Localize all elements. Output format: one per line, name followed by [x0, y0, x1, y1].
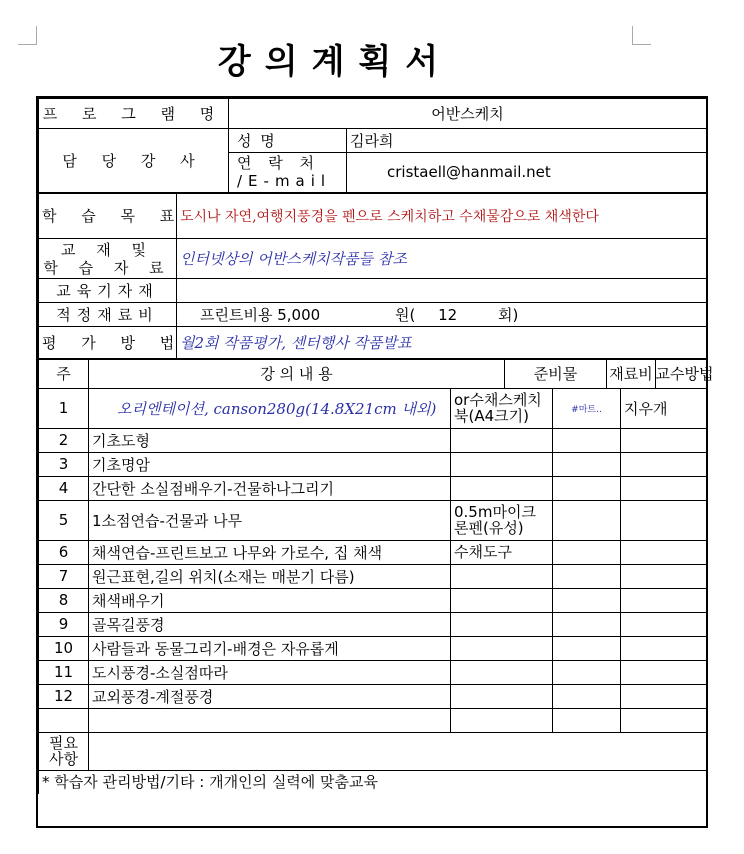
material-fee-cell[interactable] [553, 500, 621, 540]
prep-header: 준비물 [505, 359, 607, 389]
material-label-line: 학 습 자 료 [43, 258, 172, 277]
method-cell[interactable] [621, 636, 707, 660]
program-value[interactable]: 어반스케치 [229, 99, 707, 129]
content-cell[interactable]: 교외풍경-계절풍경 [89, 684, 451, 708]
method-cell[interactable] [621, 564, 707, 588]
content-cell[interactable]: 사람들과 동물그리기-배경은 자유롭게 [89, 636, 451, 660]
program-label: 프 로 그 램 명 [39, 99, 229, 129]
table-row [39, 636, 707, 660]
material-fee-cell[interactable] [553, 540, 621, 564]
prep-cell[interactable] [451, 684, 553, 708]
content-cell[interactable]: 간단한 소실점배우기-건물하나그리기 [89, 476, 451, 500]
content-cell[interactable]: 원근표현,길의 위치(소재는 매분기 다름) [89, 564, 451, 588]
needs-label-line: 필요 [49, 734, 78, 752]
prep-cell[interactable]: or수채스케치북(A4크기) [451, 388, 553, 428]
material-fee-cell[interactable] [553, 684, 621, 708]
content-cell[interactable]: 기초도형 [89, 428, 451, 452]
week-cell[interactable]: 7 [39, 564, 89, 588]
schedule-table [38, 388, 707, 794]
needs-value[interactable] [89, 732, 707, 770]
week-header: 주 [39, 359, 89, 389]
content-cell[interactable]: 골목길풍경 [89, 612, 451, 636]
name-label: 성 명 [229, 129, 347, 153]
content-cell[interactable]: 채색배우기 [89, 588, 451, 612]
instructor-label: 담 당 강 사 [39, 129, 229, 193]
week-cell[interactable]: 5 [39, 500, 89, 540]
table-row [39, 612, 707, 636]
content-cell[interactable]: 도시풍경-소실점따라 [89, 660, 451, 684]
week-cell[interactable] [39, 708, 89, 732]
needs-label-line: 사항 [49, 750, 78, 768]
table-row [39, 660, 707, 684]
material-fee-cell[interactable] [553, 612, 621, 636]
method-cell[interactable] [621, 500, 707, 540]
fee-method-header [607, 359, 714, 389]
equipment-label: 교육기자재 [39, 279, 177, 303]
footer-note[interactable]: * 학습자 관리방법/기타 : 개개인의 실력에 맞춤교육 [39, 770, 707, 794]
material-fee-cell[interactable] [553, 708, 621, 732]
contact-value[interactable]: cristaell@hanmail.net [347, 153, 707, 193]
method-cell[interactable] [621, 612, 707, 636]
prep-cell[interactable] [451, 588, 553, 612]
material-fee-header: 재료비 [608, 360, 656, 388]
week-cell[interactable]: 11 [39, 660, 89, 684]
fee-label: 적정재료비 [39, 303, 177, 327]
table-row [39, 588, 707, 612]
contact-label-line: 연 락 처 [237, 154, 321, 173]
prep-cell[interactable]: 수채도구 [451, 540, 553, 564]
lecture-plan-sheet [36, 96, 714, 828]
prep-cell[interactable] [451, 612, 553, 636]
material-fee-cell[interactable] [553, 476, 621, 500]
contact-label-line: /E-mail [237, 172, 332, 191]
prep-cell[interactable] [451, 660, 553, 684]
eval-value[interactable]: 월2회 작품평가, 센터행사 작품발표 [177, 327, 707, 359]
week-cell[interactable]: 8 [39, 588, 89, 612]
method-cell[interactable] [621, 684, 707, 708]
method-cell[interactable] [621, 476, 707, 500]
fee-row[interactable] [177, 303, 707, 327]
week-cell[interactable]: 12 [39, 684, 89, 708]
table-row [39, 540, 707, 564]
method-cell[interactable] [621, 660, 707, 684]
method-header: 교수방법 [655, 364, 714, 383]
week-cell[interactable]: 6 [39, 540, 89, 564]
material-fee-cell[interactable] [553, 660, 621, 684]
method-cell[interactable] [621, 588, 707, 612]
content-cell[interactable]: 1소점연습-건물과 나무 [89, 500, 451, 540]
material-fee-cell[interactable] [553, 428, 621, 452]
table-row [39, 388, 707, 428]
needs-label [39, 732, 89, 770]
table-row [39, 564, 707, 588]
prep-cell[interactable] [451, 476, 553, 500]
week-cell[interactable]: 4 [39, 476, 89, 500]
material-fee-cell[interactable] [553, 636, 621, 660]
week-cell[interactable]: 10 [39, 636, 89, 660]
goal-value[interactable]: 도시나 자연,여행지풍경을 펜으로 스케치하고 수채물감으로 채색한다 [177, 193, 707, 239]
table-row [39, 452, 707, 476]
prep-cell[interactable] [451, 452, 553, 476]
method-cell[interactable] [621, 452, 707, 476]
fee-count: 12 [438, 306, 458, 324]
page-title: 강의계획서 [217, 42, 453, 82]
info-table [38, 98, 714, 389]
fee-value: 프린트비용 5,000 [200, 306, 321, 324]
material-value[interactable]: 인터넷상의 어반스케치작품들 참조 [177, 239, 707, 279]
method-cell[interactable] [621, 428, 707, 452]
table-row [39, 428, 707, 452]
prep-cell[interactable] [451, 708, 553, 732]
fee-won: 원( [394, 306, 416, 324]
table-row [39, 500, 707, 540]
name-value[interactable]: 김라희 [347, 129, 707, 153]
method-cell[interactable]: 지우개 [621, 388, 707, 428]
contact-label [229, 153, 347, 193]
fee-unit: 회) [497, 306, 519, 324]
week-cell[interactable]: 3 [39, 452, 89, 476]
table-row [39, 684, 707, 708]
content-cell[interactable]: 채색연습-프린트보고 나무와 가로수, 집 채색 [89, 540, 451, 564]
content-cell[interactable] [89, 708, 451, 732]
method-cell[interactable] [621, 540, 707, 564]
week-cell[interactable]: 1 [39, 388, 89, 428]
prep-cell[interactable] [451, 428, 553, 452]
week-cell[interactable]: 2 [39, 428, 89, 452]
material-label [39, 239, 177, 279]
material-fee-cell[interactable]: #마트.. [553, 388, 621, 428]
table-row [39, 708, 707, 732]
goal-label: 학 습 목 표 [39, 193, 177, 239]
material-label-line: 교 재 및 [60, 240, 154, 259]
prep-cell[interactable]: 0.5m마이크론펜(유성) [451, 500, 553, 540]
material-fee-cell[interactable] [553, 564, 621, 588]
content-header: 강 의 내 용 [89, 359, 505, 389]
method-cell[interactable] [621, 708, 707, 732]
material-fee-cell[interactable] [553, 452, 621, 476]
equipment-value[interactable] [177, 279, 707, 303]
content-cell[interactable]: 기초명암 [89, 452, 451, 476]
prep-cell[interactable] [451, 564, 553, 588]
material-fee-cell[interactable] [553, 588, 621, 612]
prep-cell[interactable] [451, 636, 553, 660]
table-row [39, 476, 707, 500]
eval-label: 평 가 방 법 [39, 327, 177, 359]
content-cell[interactable]: 오리엔테이션, canson280g(14.8X21cm 내외) [89, 388, 451, 428]
week-cell[interactable]: 9 [39, 612, 89, 636]
